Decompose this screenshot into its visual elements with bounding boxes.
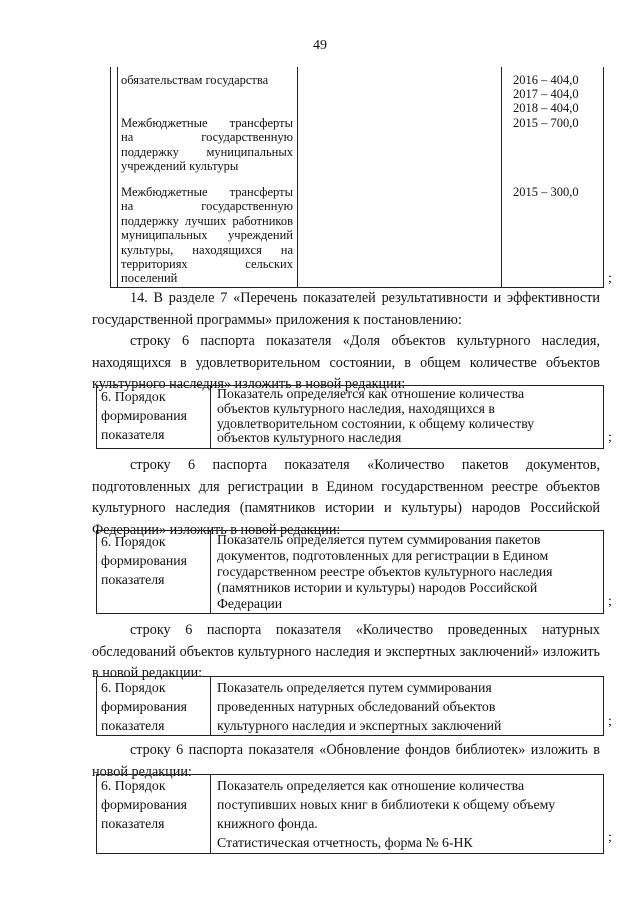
row1-text: обязательствам государства — [121, 73, 269, 87]
label-line: формирования — [101, 408, 188, 423]
row2-value: 2015 – 700,0 — [513, 116, 579, 130]
row3-line: территориях сельских — [121, 257, 293, 272]
desc-line: государственном реестре объектов культурного наследия — [217, 564, 553, 579]
box1-end-mark: ; — [608, 430, 612, 445]
box-divider — [210, 677, 211, 735]
indicator-4-box — [96, 774, 604, 854]
desc-line: документов, подготовленных для регистрации в Едином — [217, 548, 549, 563]
desc-line: Федерации — [217, 596, 283, 611]
desc-line: (памятников истории и культуры) народов Российской — [217, 580, 538, 595]
label-line: 6. Порядок — [101, 389, 166, 404]
row3-line: поселений — [121, 271, 178, 286]
row-description — [217, 776, 597, 852]
row-description — [217, 678, 597, 735]
indicator-3-box — [96, 676, 604, 736]
table-end-mark: ; — [608, 271, 612, 286]
indicator-2-instruction: строку 6 паспорта показателя «Количество пакетов документов, подготовленных для регистрации в Едином государственном реестре объектов культурного наследия (памятников истории и культуры) народов Российской Федерации» изложить в новой редакции: — [92, 457, 600, 538]
row2-line: поддержку муниципальных — [121, 144, 293, 159]
row2-line: на государственную — [121, 130, 293, 145]
desc-line: проведенных натурных обследований объектов — [217, 699, 496, 714]
label-line: показателя — [101, 427, 165, 442]
row3-line: культуры, находящихся на — [121, 242, 293, 257]
label-line: показателя — [101, 572, 165, 587]
table-divider — [501, 67, 502, 287]
box-divider — [210, 775, 211, 853]
desc-line: культурного наследия и экспертных заключений — [217, 718, 502, 733]
label-line: формирования — [101, 797, 188, 812]
desc-line: Показатель определяется как отношение количества — [217, 386, 525, 401]
row-description — [217, 532, 597, 612]
label-line: формирования — [101, 553, 188, 568]
label-line: 6. Порядок — [101, 680, 166, 695]
table-divider — [297, 67, 298, 287]
page-number: 49 — [313, 38, 327, 53]
row-label — [101, 532, 205, 589]
row-label — [101, 776, 205, 833]
row2-line: учреждений культуры — [121, 159, 239, 174]
desc-line: объектов культурного наследия — [217, 430, 402, 446]
row2-line: Межбюджетные трансферты — [121, 116, 293, 130]
section-14-paragraph: 14. В разделе 7 «Перечень показателей результативности и эффективности государственной программы» приложения к постановлению: — [92, 290, 600, 328]
table-divider — [117, 67, 118, 287]
row3-line: поддержку лучших работников — [121, 213, 293, 228]
row1-value-1: 2017 – 404,0 — [513, 87, 579, 101]
label-line: 6. Порядок — [101, 778, 166, 793]
desc-line: объектов культурного наследия, находящихся в — [217, 400, 495, 416]
box2-end-mark: ; — [608, 594, 612, 609]
label-line: 6. Порядок — [101, 534, 166, 549]
row-label — [101, 387, 205, 444]
desc-line: Показатель определяется путем суммирования пакетов — [217, 532, 541, 547]
desc-line: Показатель определяется как отношение количества — [217, 778, 525, 793]
desc-line: Статистическая отчетность, форма № 6-НК — [217, 835, 473, 850]
row3-line: на государственную — [121, 199, 293, 214]
row3-value: 2015 – 300,0 — [513, 185, 579, 199]
desc-line: удовлетворительном состоянии, к общему количеству — [217, 415, 535, 431]
box3-end-mark: ; — [608, 714, 612, 729]
row3-line: муниципальных учреждений — [121, 228, 293, 243]
label-line: показателя — [101, 816, 165, 831]
desc-line: книжного фонда. — [217, 816, 318, 831]
box-divider — [210, 386, 211, 448]
indicator-1-instruction: строку 6 паспорта показателя «Доля объектов культурного наследия, находящихся в удовлетворительном состоянии, в общем количестве объектов культурного наследия» изложить в новой редакции: — [92, 333, 600, 392]
box-divider — [210, 531, 211, 613]
desc-line: поступивших новых книг в библиотеки к общему объему — [217, 797, 556, 812]
row2-text — [121, 116, 293, 174]
indicator-3-instruction: строку 6 паспорта показателя «Количество проведенных натурных обследований объектов культурного наследия и экспертных заключений» изложить в новой редакции: — [92, 622, 600, 681]
label-line: формирования — [101, 699, 188, 714]
label-line: показателя — [101, 718, 165, 733]
box4-end-mark: ; — [608, 830, 612, 845]
row1-value-2: 2018 – 404,0 — [513, 101, 579, 115]
indicator-4-instruction: строку 6 паспорта показателя «Обновление фондов библиотек» изложить в новой редакции: — [92, 742, 600, 780]
row3-line: Межбюджетные трансферты — [121, 185, 293, 199]
budget-table — [110, 67, 604, 288]
row-label — [101, 678, 205, 735]
indicator-1-box — [96, 385, 604, 449]
row1-value-0: 2016 – 404,0 — [513, 73, 579, 87]
row-description — [217, 387, 597, 446]
row3-text — [121, 185, 293, 286]
indicator-2-box — [96, 530, 604, 614]
desc-line: Показатель определяется путем суммирования — [217, 680, 492, 695]
